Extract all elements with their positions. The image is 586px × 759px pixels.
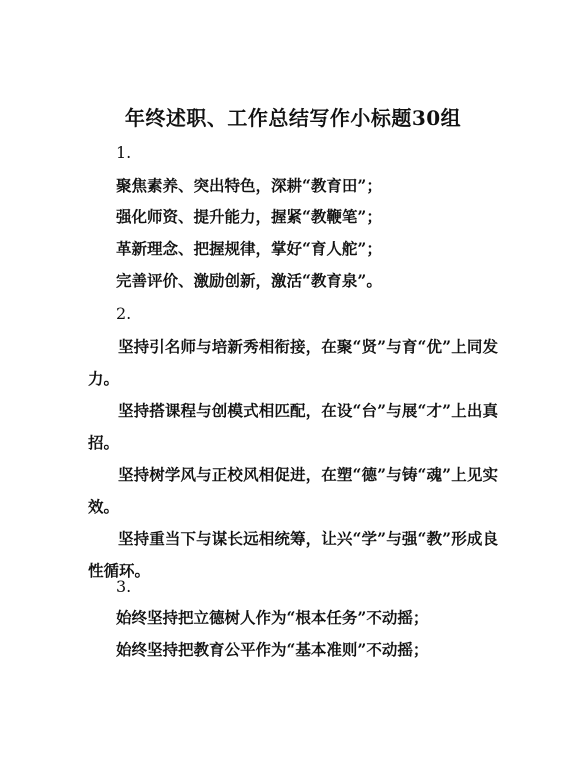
section-line: 强化师资、提升能力，握紧“教鞭笔”； <box>116 207 382 226</box>
section-line: 完善评价、激励创新，激活“教育泉”。 <box>116 271 382 290</box>
section-paragraph: 坚持引名师与培新秀相衔接，在聚“贤”与育“优”上同发力。 <box>88 337 498 388</box>
section-number: 2. <box>116 304 132 323</box>
document-title: 年终述职、工作总结写作小标题30组 <box>124 106 462 130</box>
section-paragraph: 坚持搭课程与创模式相匹配，在设“台”与展“才”上出真招。 <box>88 401 498 452</box>
section-number: 3. <box>116 577 132 596</box>
section-line: 革新理念、把握规律，掌好“育人舵”； <box>116 239 382 258</box>
section-paragraph: 坚持重当下与谋长远相统筹，让兴“学”与强“教”形成良性循环。 <box>88 529 498 580</box>
section-line: 聚焦素养、突出特色，深耕“教育田”； <box>116 176 382 195</box>
section-line: 始终坚持把教育公平作为“基本准则”不动摇； <box>116 640 429 659</box>
section-line: 始终坚持把立德树人作为“根本任务”不动摇； <box>116 608 429 627</box>
section-number: 1. <box>116 143 132 162</box>
section-paragraph: 坚持树学风与正校风相促进，在塑“德”与铸“魂”上见实效。 <box>88 465 498 516</box>
